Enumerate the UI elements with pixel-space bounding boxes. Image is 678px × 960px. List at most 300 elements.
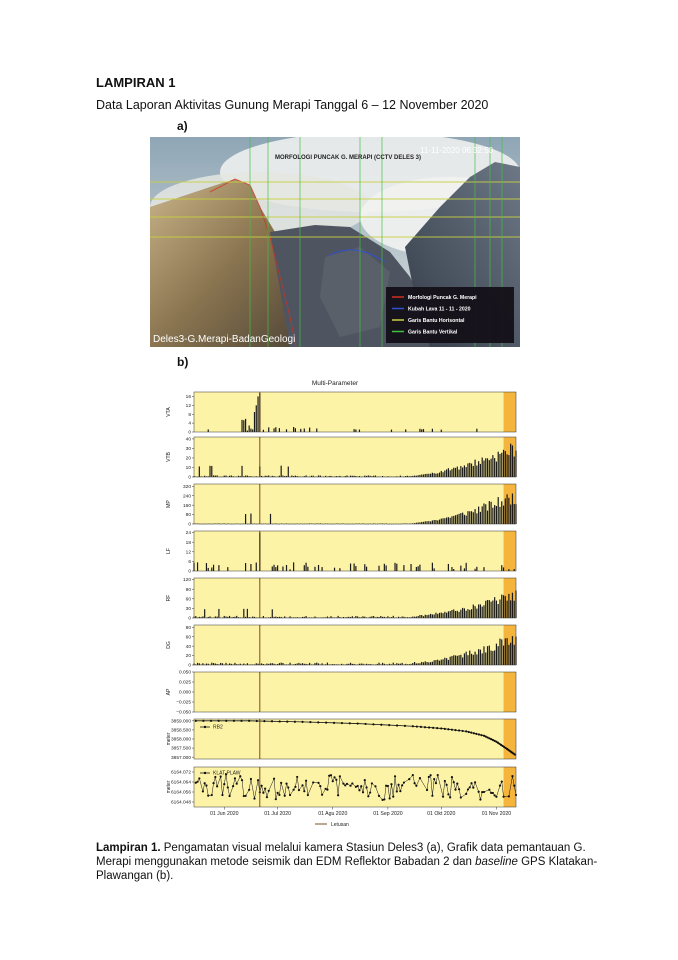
gps-point xyxy=(378,795,380,797)
data-bar xyxy=(503,646,504,665)
data-bar xyxy=(281,663,282,665)
data-bar xyxy=(453,655,454,665)
gps-point xyxy=(321,794,323,796)
data-bar xyxy=(496,644,497,665)
gps-point xyxy=(483,791,485,793)
data-bar xyxy=(467,463,468,477)
y-tick-label: 3858.000 xyxy=(170,737,191,743)
data-bar xyxy=(490,602,491,618)
edm-point xyxy=(372,723,374,725)
data-bar xyxy=(453,516,454,524)
gps-point xyxy=(236,783,238,785)
data-bar xyxy=(462,513,463,524)
data-bar xyxy=(494,458,495,477)
data-bar xyxy=(373,616,374,618)
data-bar xyxy=(444,518,445,524)
data-bar xyxy=(501,453,502,477)
data-bar xyxy=(206,563,207,571)
data-bar xyxy=(254,412,255,432)
data-bar xyxy=(498,646,499,665)
gps-point xyxy=(430,774,432,776)
data-bar xyxy=(471,464,472,477)
gps-point xyxy=(228,795,230,797)
data-bar xyxy=(208,568,209,571)
data-bar xyxy=(496,462,497,477)
data-bar xyxy=(460,610,461,618)
data-bar xyxy=(245,514,246,524)
data-bar xyxy=(478,649,479,665)
data-bar xyxy=(446,658,447,665)
data-bar xyxy=(492,508,493,524)
data-bar xyxy=(441,471,442,477)
gps-point xyxy=(397,784,399,786)
data-bar xyxy=(396,564,397,571)
x-tick-label: 01 Jul 2020 xyxy=(264,811,292,817)
data-bar xyxy=(508,455,509,477)
gps-point xyxy=(412,774,414,776)
data-bar xyxy=(476,513,477,524)
data-bar xyxy=(446,613,447,618)
data-bar xyxy=(457,467,458,477)
data-bar xyxy=(229,616,230,618)
data-bar xyxy=(378,566,379,571)
data-bar xyxy=(437,660,438,665)
edm-point xyxy=(424,726,426,728)
data-bar xyxy=(218,565,219,571)
panel xyxy=(166,484,517,528)
data-bar xyxy=(490,459,491,477)
data-bar xyxy=(412,663,413,665)
overlay-title: MORFOLOGI PUNCAK G. MERAPI (CCTV DELES 3) xyxy=(275,155,422,161)
data-bar xyxy=(263,616,264,618)
data-bar xyxy=(250,564,251,571)
document-subtitle: Data Laporan Aktivitas Gunung Merapi Tanggal 6 – 12 November 2020 xyxy=(96,98,489,112)
data-bar xyxy=(451,516,452,524)
data-bar xyxy=(476,609,477,618)
data-bar xyxy=(421,662,422,665)
gps-point xyxy=(444,780,446,782)
data-bar xyxy=(380,616,381,618)
data-bar xyxy=(318,565,319,571)
gps-point xyxy=(257,779,259,781)
data-bar xyxy=(458,470,459,477)
edm-legend-marker xyxy=(204,726,206,728)
gps-point xyxy=(442,796,444,798)
data-bar xyxy=(220,663,221,665)
data-bar xyxy=(471,511,472,524)
gps-point xyxy=(389,797,391,799)
gps-point xyxy=(435,782,437,784)
y-tick-label: 3857.500 xyxy=(170,746,191,752)
gps-point xyxy=(494,794,496,796)
gps-point xyxy=(351,782,353,784)
gps-point xyxy=(207,795,209,797)
data-bar xyxy=(473,466,474,477)
y-tick-label: 6164.048 xyxy=(170,800,191,806)
data-bar xyxy=(352,616,353,618)
data-bar xyxy=(482,607,483,618)
data-bar xyxy=(471,609,472,618)
x-tick-label: 01 Jun 2020 xyxy=(209,811,239,817)
data-bar xyxy=(419,522,420,524)
caption-text-2: GPS Klatakan-Plawangan (b). xyxy=(96,856,598,882)
gps-point xyxy=(371,782,373,784)
edm-point xyxy=(388,724,390,726)
data-bar xyxy=(464,653,465,665)
data-bar xyxy=(403,565,404,571)
data-bar xyxy=(243,420,244,432)
edm-point xyxy=(325,722,327,724)
gps-point xyxy=(479,798,481,800)
gps-point xyxy=(335,779,337,781)
gps-point xyxy=(319,785,321,787)
data-bar xyxy=(391,430,392,432)
edm-point xyxy=(210,720,212,722)
gps-point xyxy=(470,782,472,784)
y-tick-label: 240 xyxy=(182,494,191,500)
data-bar xyxy=(386,565,387,571)
gps-point xyxy=(394,775,396,777)
data-bar xyxy=(437,614,438,618)
data-bar xyxy=(510,643,511,665)
edm-point xyxy=(233,720,235,722)
edm-point xyxy=(458,729,460,731)
gps-point xyxy=(365,786,367,788)
data-bar xyxy=(286,429,287,432)
document-heading: LAMPIRAN 1 xyxy=(96,75,176,90)
data-bar xyxy=(421,429,422,432)
data-bar xyxy=(439,473,440,477)
data-bar xyxy=(434,568,435,571)
data-bar xyxy=(464,568,465,571)
data-bar xyxy=(482,653,483,665)
data-bar xyxy=(448,517,449,524)
gps-point xyxy=(369,791,371,793)
data-bar xyxy=(298,663,299,665)
data-bar xyxy=(503,567,504,571)
panel xyxy=(166,392,516,436)
data-bar xyxy=(494,650,495,665)
data-bar xyxy=(282,567,283,571)
gps-point xyxy=(383,798,385,800)
gps-point xyxy=(198,777,200,779)
data-bar xyxy=(434,520,435,524)
data-bar xyxy=(425,521,426,524)
data-bar xyxy=(250,429,251,432)
data-bar xyxy=(432,563,433,571)
data-bar xyxy=(428,474,429,477)
data-bar xyxy=(439,613,440,618)
edm-point xyxy=(432,727,434,729)
gps-point xyxy=(426,789,428,791)
multi-parameter-chart-svg xyxy=(150,372,520,840)
data-bar xyxy=(270,514,271,524)
data-bar xyxy=(288,467,289,477)
data-bar xyxy=(434,614,435,618)
data-bar xyxy=(432,429,433,432)
data-bar xyxy=(414,662,415,665)
y-tick-label: 0.025 xyxy=(178,680,191,686)
data-bar xyxy=(211,568,212,571)
data-bar xyxy=(455,611,456,618)
edm-point xyxy=(240,720,242,722)
data-bar xyxy=(256,663,257,665)
data-bar xyxy=(334,568,335,571)
y-tick-label: 320 xyxy=(182,484,191,490)
data-bar xyxy=(355,616,356,618)
gps-point xyxy=(212,782,214,784)
y-tick-label: 18 xyxy=(185,540,191,546)
data-bar xyxy=(492,601,493,618)
gps-point xyxy=(301,784,303,786)
gps-point xyxy=(367,795,369,797)
gps-point xyxy=(264,787,266,789)
y-tick-label: 60 xyxy=(185,597,191,603)
data-bar xyxy=(483,605,484,618)
data-bar xyxy=(279,663,280,665)
data-bar xyxy=(243,609,244,618)
data-bar xyxy=(476,466,477,477)
data-bar xyxy=(498,452,499,477)
y-tick-label: 12 xyxy=(185,403,191,409)
data-bar xyxy=(442,659,443,665)
data-bar xyxy=(496,601,497,618)
data-bar xyxy=(434,473,435,477)
data-bar xyxy=(366,567,367,571)
gps-point xyxy=(248,789,250,791)
edm-point xyxy=(454,729,456,731)
gps-point xyxy=(451,776,453,778)
data-bar xyxy=(426,615,427,618)
data-bar xyxy=(469,651,470,665)
data-bar xyxy=(474,509,475,524)
gps-point xyxy=(196,781,198,783)
y-tick-label: 0.050 xyxy=(178,670,191,676)
data-bar xyxy=(501,639,502,665)
edm-point xyxy=(263,720,265,722)
gps-point xyxy=(433,778,435,780)
data-bar xyxy=(487,646,488,665)
legend-label: Garis Bantu Horisontal xyxy=(408,318,465,324)
data-bar xyxy=(350,564,351,571)
report-week-highlight xyxy=(504,672,516,712)
report-week-highlight xyxy=(504,392,516,432)
data-bar xyxy=(462,608,463,618)
data-bar xyxy=(435,613,436,618)
gps-point xyxy=(499,785,501,787)
data-bar xyxy=(499,507,500,524)
gps-point xyxy=(294,786,296,788)
data-bar xyxy=(423,522,424,524)
data-bar xyxy=(505,596,506,618)
data-bar xyxy=(421,615,422,618)
data-bar xyxy=(441,613,442,618)
y-tick-label: 16 xyxy=(185,395,191,401)
gps-point xyxy=(495,796,497,798)
edm-legend-label: RB2 xyxy=(213,724,223,731)
data-bar xyxy=(263,430,264,432)
y-tick-label: 0 xyxy=(188,430,191,436)
data-bar xyxy=(213,565,214,571)
edm-point xyxy=(412,725,414,727)
data-bar xyxy=(241,420,242,432)
edm-point xyxy=(444,728,446,730)
data-bar xyxy=(460,466,461,477)
gps-point xyxy=(289,794,291,796)
data-bar xyxy=(394,563,395,571)
data-bar xyxy=(355,566,356,571)
data-bar xyxy=(501,501,502,524)
gps-point xyxy=(469,786,471,788)
gps-point xyxy=(403,781,405,783)
data-bar xyxy=(450,657,451,665)
panel-label-b: b) xyxy=(177,355,189,369)
y-tick-label: 30 xyxy=(185,607,191,612)
data-bar xyxy=(321,567,322,571)
data-bar xyxy=(302,663,303,665)
y-tick-label: 60 xyxy=(185,635,191,641)
data-bar xyxy=(501,595,502,618)
data-bar xyxy=(428,615,429,618)
data-bar xyxy=(428,521,429,524)
edm-point xyxy=(225,720,227,722)
y-tick-label: 0 xyxy=(188,522,191,528)
y-tick-label: 3857.000 xyxy=(170,755,191,761)
data-bar xyxy=(245,419,246,432)
gps-point xyxy=(337,794,339,796)
data-bar xyxy=(467,609,468,618)
data-bar xyxy=(423,474,424,477)
caption-lead: Lampiran 1. xyxy=(96,842,161,854)
report-week-highlight xyxy=(504,767,516,807)
data-bar xyxy=(316,663,317,665)
data-bar xyxy=(423,429,424,432)
data-bar xyxy=(419,663,420,665)
data-bar xyxy=(466,611,467,618)
data-bar xyxy=(307,567,308,571)
data-bar xyxy=(460,513,461,524)
y-tick-label: 40 xyxy=(185,644,191,650)
edm-point xyxy=(475,733,477,735)
y-tick-label: 6 xyxy=(188,560,191,565)
data-bar xyxy=(371,616,372,618)
data-bar xyxy=(508,498,509,524)
data-bar xyxy=(474,606,475,618)
y-tick-label: 0.000 xyxy=(178,690,191,696)
caption-italic: baseline xyxy=(475,856,518,868)
gps-point xyxy=(456,783,458,785)
data-bar xyxy=(448,611,449,618)
data-bar xyxy=(462,657,463,665)
gps-point xyxy=(280,782,282,784)
data-bar xyxy=(437,473,438,477)
data-bar xyxy=(507,638,508,665)
edm-point xyxy=(428,726,430,728)
data-bar xyxy=(457,656,458,665)
data-bar xyxy=(450,470,451,477)
cctv-photo xyxy=(150,137,520,347)
data-bar xyxy=(442,472,443,477)
data-bar xyxy=(503,506,504,524)
data-bar xyxy=(309,663,310,665)
gps-point xyxy=(449,796,451,798)
panel xyxy=(166,625,517,669)
y-tick-label: 160 xyxy=(182,503,191,509)
data-bar xyxy=(430,474,431,477)
data-bar xyxy=(321,663,322,665)
gps-point xyxy=(204,782,206,784)
data-bar xyxy=(451,656,452,665)
data-bar xyxy=(460,655,461,665)
panel-background xyxy=(194,719,516,759)
data-bar xyxy=(393,616,394,618)
y-tick-label: 0 xyxy=(188,475,191,481)
data-bar xyxy=(473,655,474,665)
data-bar xyxy=(448,564,449,571)
gps-point xyxy=(360,785,362,787)
data-bar xyxy=(494,597,495,618)
gps-point xyxy=(501,781,503,783)
panel xyxy=(166,670,516,716)
data-bar xyxy=(272,609,273,618)
gps-point xyxy=(277,792,279,794)
edm-point xyxy=(451,729,453,731)
data-bar xyxy=(514,504,515,524)
y-tick-label: 12 xyxy=(185,550,191,556)
edm-point xyxy=(436,727,438,729)
data-bar xyxy=(309,428,310,432)
y-axis-label: VTB xyxy=(166,452,172,462)
data-bar xyxy=(450,611,451,618)
data-bar xyxy=(224,616,225,618)
data-bar xyxy=(384,564,385,571)
data-bar xyxy=(275,567,276,571)
y-axis-label: LF xyxy=(166,548,172,554)
edm-point xyxy=(447,728,449,730)
edm-point xyxy=(271,720,273,722)
data-bar xyxy=(466,467,467,477)
legend-label: Morfologi Puncak G. Merapi xyxy=(408,295,477,301)
gps-point xyxy=(296,776,298,778)
data-bar xyxy=(421,522,422,524)
data-bar xyxy=(195,616,196,618)
data-bar xyxy=(458,655,459,665)
data-bar xyxy=(418,475,419,477)
data-bar xyxy=(476,654,477,665)
edm-point xyxy=(364,723,366,725)
gps-point xyxy=(284,795,286,797)
data-bar xyxy=(510,504,511,524)
watermark: Deles3-G.Merapi-BadanGeologi xyxy=(153,334,296,345)
gps-point xyxy=(262,792,264,794)
data-bar xyxy=(362,616,363,618)
data-bar xyxy=(453,468,454,477)
data-bar xyxy=(273,565,274,571)
data-bar xyxy=(474,460,475,477)
gps-point xyxy=(332,780,334,782)
gps-point xyxy=(298,789,300,791)
data-bar xyxy=(268,427,269,432)
data-bar xyxy=(423,616,424,618)
data-bar xyxy=(426,521,427,524)
data-bar xyxy=(462,467,463,477)
caption-text-1: Pengamatan visual melalui kamera Stasiun Deles3 (a), Grafik data pemantauan G. Merapi menggunakan metode seismik dan EDM Reflektor Babadan 2 dan xyxy=(96,842,586,868)
edm-point xyxy=(396,724,398,726)
y-tick-label: 6164.072 xyxy=(170,770,191,776)
data-bar xyxy=(314,663,315,665)
gps-point xyxy=(472,786,474,788)
data-bar xyxy=(510,444,511,477)
